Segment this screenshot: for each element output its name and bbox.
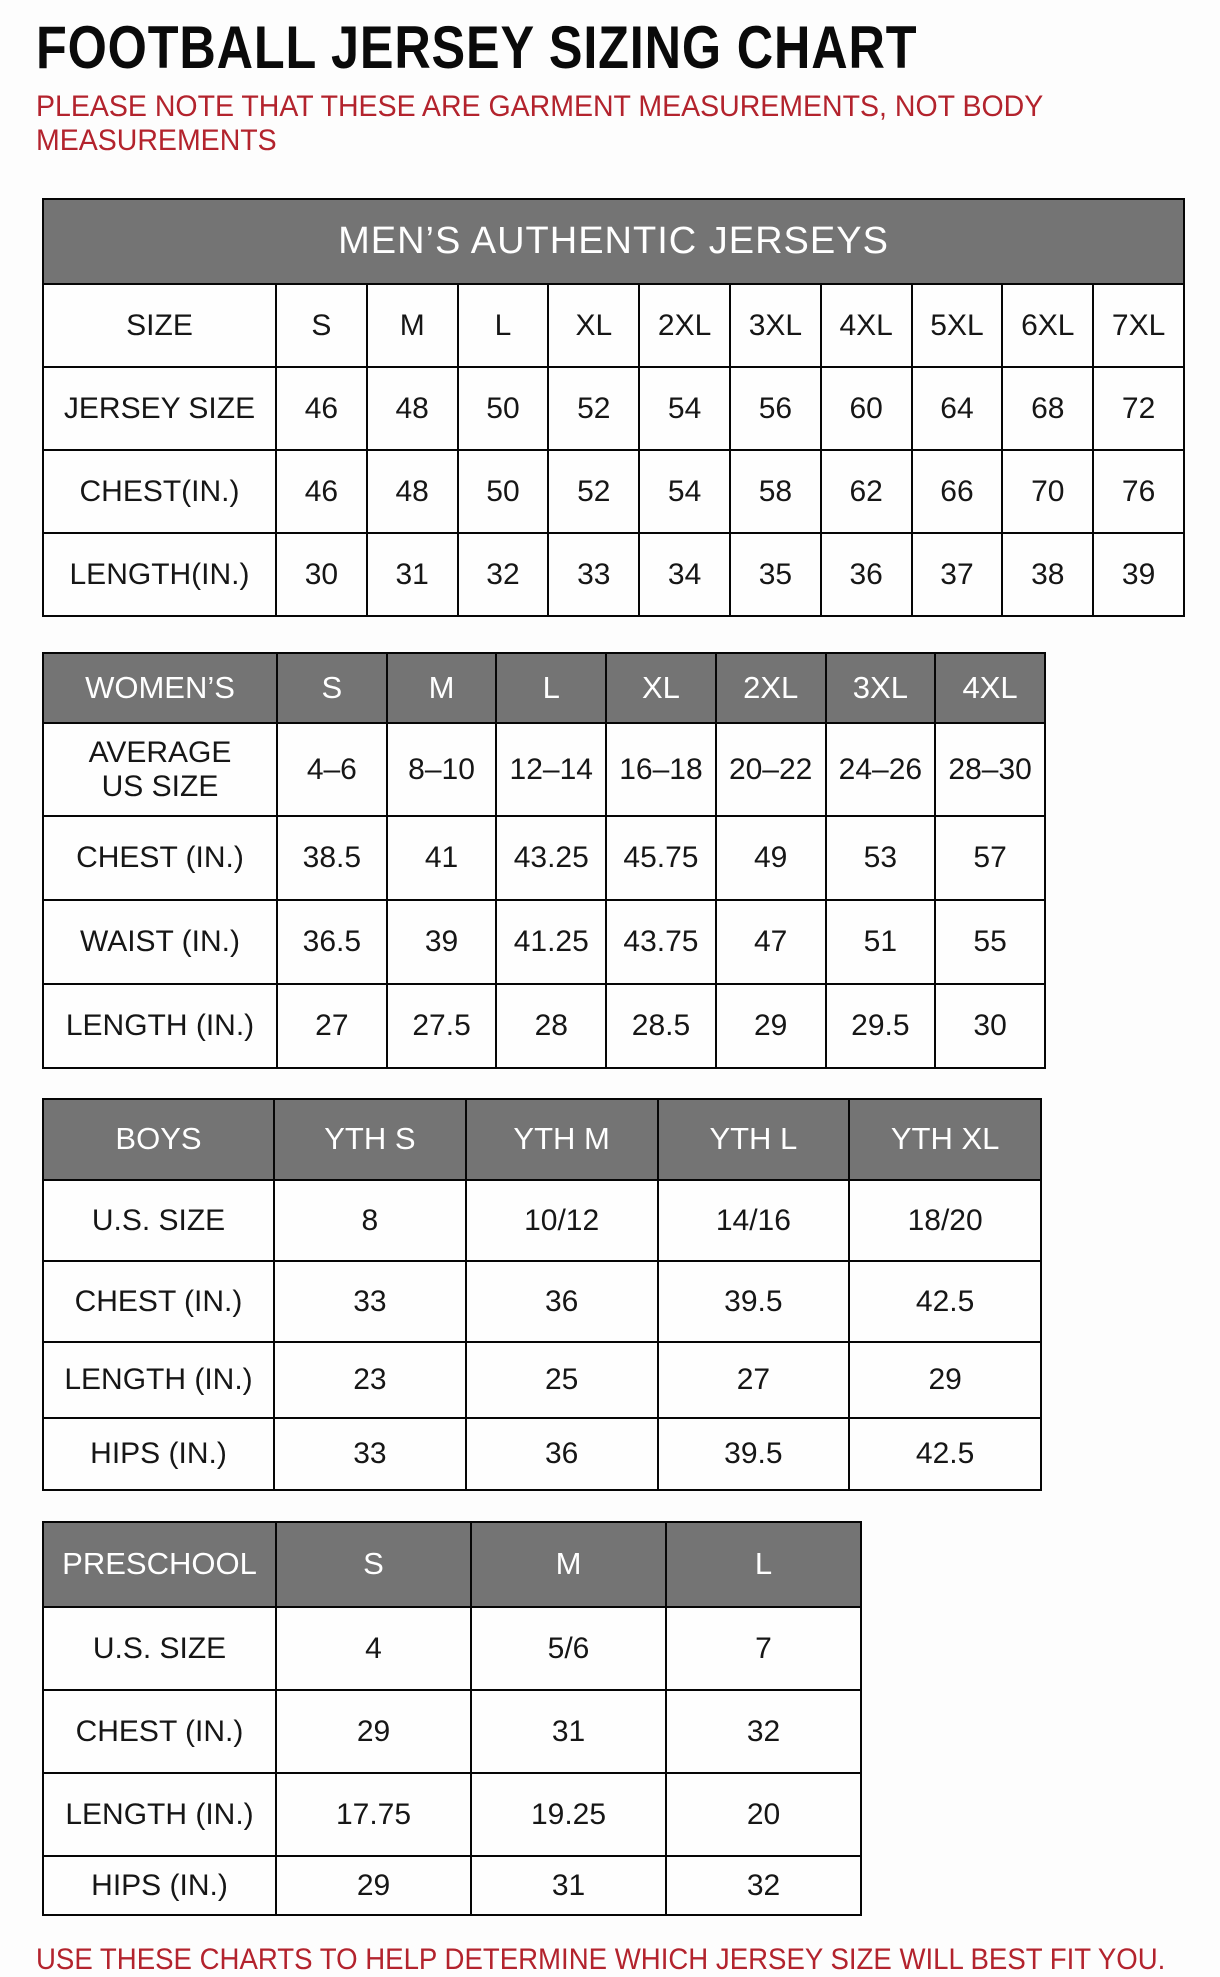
mens-value-cell: 33 (548, 533, 639, 616)
boys-value-cell: 23 (274, 1342, 466, 1418)
womens-value-cell: 41.25 (496, 900, 606, 984)
womens-row-label: AVERAGE US SIZE (43, 723, 277, 816)
boys-value-cell: 33 (274, 1418, 466, 1490)
mens-value-cell: 2XL (639, 284, 730, 367)
preschool-row-label: U.S. SIZE (43, 1607, 276, 1690)
womens-value-cell: 28 (496, 984, 606, 1068)
mens-row-label: CHEST(IN.) (43, 450, 276, 533)
mens-value-cell: 60 (821, 367, 912, 450)
womens-row-label: WAIST (IN.) (43, 900, 277, 984)
womens-value-cell: 30 (935, 984, 1045, 1068)
mens-value-cell: 48 (367, 367, 458, 450)
preschool-value-cell: 5/6 (471, 1607, 666, 1690)
mens-value-cell: XL (548, 284, 639, 367)
mens-row-label: SIZE (43, 284, 276, 367)
footer-note (36, 1943, 1220, 1977)
womens-value-cell: 29 (716, 984, 826, 1068)
mens-value-cell: 4XL (821, 284, 912, 367)
boys-row-label: U.S. SIZE (43, 1180, 274, 1261)
womens-value-cell: 45.75 (606, 816, 716, 900)
womens-header-size-5: 2XL (716, 653, 826, 723)
preschool-row-3 (43, 1856, 861, 1915)
boys-row-0 (43, 1180, 1041, 1261)
preschool-value-cell: 32 (666, 1690, 861, 1773)
womens-value-cell: 41 (387, 816, 497, 900)
footer-text: USE THESE CHARTS TO HELP DETERMINE WHICH JERSEY SIZE WILL BEST FIT YOU. (36, 1943, 1166, 1976)
mens-table-title: MEN’S AUTHENTIC JERSEYS (43, 199, 1184, 284)
womens-header-size-3: L (496, 653, 606, 723)
garment-measurements-note (36, 90, 1220, 158)
boys-row-label: LENGTH (IN.) (43, 1342, 274, 1418)
boys-row-2 (43, 1342, 1041, 1418)
preschool-value-cell: 31 (471, 1856, 666, 1915)
note-line-1: PLEASE NOTE THAT THESE ARE GARMENT MEASUREMENTS, NOT BODY (36, 90, 1044, 123)
womens-header-size-1: S (277, 653, 387, 723)
womens-value-cell: 12–14 (496, 723, 606, 816)
womens-value-cell: 27 (277, 984, 387, 1068)
mens-value-cell: 5XL (912, 284, 1003, 367)
womens-value-cell: 49 (716, 816, 826, 900)
boys-row-1 (43, 1261, 1041, 1342)
boys-header-size-3: YTH L (658, 1099, 850, 1180)
boys-value-cell: 36 (466, 1418, 658, 1490)
womens-header-size-2: M (387, 653, 497, 723)
mens-value-cell: L (458, 284, 549, 367)
womens-value-cell: 43.25 (496, 816, 606, 900)
mens-row-label: LENGTH(IN.) (43, 533, 276, 616)
preschool-value-cell: 20 (666, 1773, 861, 1856)
mens-value-cell: 62 (821, 450, 912, 533)
mens-authentic-jerseys-table (42, 198, 1185, 617)
boys-value-cell: 25 (466, 1342, 658, 1418)
womens-header-label: WOMEN’S (43, 653, 277, 723)
mens-title-row (43, 199, 1184, 284)
preschool-header-size-1: S (276, 1522, 471, 1607)
mens-value-cell: 46 (276, 367, 367, 450)
mens-value-cell: 50 (458, 450, 549, 533)
boys-value-cell: 10/12 (466, 1180, 658, 1261)
mens-value-cell: 72 (1093, 367, 1184, 450)
womens-sizing-table (42, 652, 1046, 1069)
boys-row-label: HIPS (IN.) (43, 1418, 274, 1490)
mens-value-cell: 30 (276, 533, 367, 616)
womens-value-cell: 28.5 (606, 984, 716, 1068)
preschool-value-cell: 4 (276, 1607, 471, 1690)
mens-value-cell: 52 (548, 367, 639, 450)
womens-value-cell: 57 (935, 816, 1045, 900)
womens-row-2 (43, 900, 1045, 984)
boys-row-3 (43, 1418, 1041, 1490)
mens-row-2 (43, 450, 1184, 533)
boys-value-cell: 42.5 (849, 1261, 1041, 1342)
mens-value-cell: 70 (1002, 450, 1093, 533)
womens-row-0 (43, 723, 1045, 816)
womens-value-cell: 36.5 (277, 900, 387, 984)
mens-value-cell: 46 (276, 450, 367, 533)
preschool-value-cell: 17.75 (276, 1773, 471, 1856)
preschool-value-cell: 31 (471, 1690, 666, 1773)
womens-value-cell: 28–30 (935, 723, 1045, 816)
womens-value-cell: 55 (935, 900, 1045, 984)
womens-value-cell: 29.5 (826, 984, 936, 1068)
mens-value-cell: 54 (639, 367, 730, 450)
note-line-2: MEASUREMENTS (36, 124, 277, 157)
mens-value-cell: 56 (730, 367, 821, 450)
boys-row-label: CHEST (IN.) (43, 1261, 274, 1342)
preschool-value-cell: 29 (276, 1856, 471, 1915)
mens-value-cell: 7XL (1093, 284, 1184, 367)
boys-value-cell: 39.5 (658, 1261, 850, 1342)
womens-row-label: CHEST (IN.) (43, 816, 277, 900)
mens-value-cell: 34 (639, 533, 730, 616)
womens-header-size-4: XL (606, 653, 716, 723)
mens-value-cell: 32 (458, 533, 549, 616)
preschool-row-0 (43, 1607, 861, 1690)
mens-value-cell: 39 (1093, 533, 1184, 616)
mens-value-cell: M (367, 284, 458, 367)
mens-value-cell: 76 (1093, 450, 1184, 533)
mens-value-cell: 58 (730, 450, 821, 533)
womens-value-cell: 4–6 (277, 723, 387, 816)
boys-value-cell: 29 (849, 1342, 1041, 1418)
womens-value-cell: 20–22 (716, 723, 826, 816)
womens-row-1 (43, 816, 1045, 900)
womens-value-cell: 27.5 (387, 984, 497, 1068)
mens-value-cell: 35 (730, 533, 821, 616)
boys-header-size-4: YTH XL (849, 1099, 1041, 1180)
mens-value-cell: 50 (458, 367, 549, 450)
preschool-value-cell: 29 (276, 1690, 471, 1773)
boys-value-cell: 14/16 (658, 1180, 850, 1261)
womens-row-3 (43, 984, 1045, 1068)
boys-value-cell: 36 (466, 1261, 658, 1342)
womens-header-size-7: 4XL (935, 653, 1045, 723)
womens-value-cell: 38.5 (277, 816, 387, 900)
mens-value-cell: 48 (367, 450, 458, 533)
mens-value-cell: 3XL (730, 284, 821, 367)
preschool-row-label: CHEST (IN.) (43, 1690, 276, 1773)
boys-value-cell: 39.5 (658, 1418, 850, 1490)
boys-header-label: BOYS (43, 1099, 274, 1180)
boys-value-cell: 8 (274, 1180, 466, 1261)
boys-value-cell: 42.5 (849, 1418, 1041, 1490)
mens-value-cell: 64 (912, 367, 1003, 450)
mens-value-cell: 54 (639, 450, 730, 533)
boys-header-row (43, 1099, 1041, 1180)
mens-row-0 (43, 284, 1184, 367)
womens-value-cell: 51 (826, 900, 936, 984)
preschool-value-cell: 7 (666, 1607, 861, 1690)
page-title-text: FOOTBALL JERSEY SIZING CHART (36, 14, 918, 81)
preschool-header-row (43, 1522, 861, 1607)
womens-value-cell: 39 (387, 900, 497, 984)
preschool-row-label: LENGTH (IN.) (43, 1773, 276, 1856)
mens-value-cell: 6XL (1002, 284, 1093, 367)
boys-header-size-1: YTH S (274, 1099, 466, 1180)
preschool-sizing-table (42, 1521, 862, 1916)
preschool-header-size-3: L (666, 1522, 861, 1607)
mens-value-cell: 68 (1002, 367, 1093, 450)
boys-value-cell: 33 (274, 1261, 466, 1342)
mens-row-3 (43, 533, 1184, 616)
boys-value-cell: 18/20 (849, 1180, 1041, 1261)
womens-header-size-6: 3XL (826, 653, 936, 723)
preschool-header-size-2: M (471, 1522, 666, 1607)
womens-value-cell: 53 (826, 816, 936, 900)
preschool-value-cell: 19.25 (471, 1773, 666, 1856)
preschool-row-1 (43, 1690, 861, 1773)
boys-value-cell: 27 (658, 1342, 850, 1418)
womens-value-cell: 47 (716, 900, 826, 984)
womens-row-label: LENGTH (IN.) (43, 984, 277, 1068)
preschool-value-cell: 32 (666, 1856, 861, 1915)
womens-header-row (43, 653, 1045, 723)
mens-row-label: JERSEY SIZE (43, 367, 276, 450)
womens-value-cell: 8–10 (387, 723, 497, 816)
mens-value-cell: 66 (912, 450, 1003, 533)
mens-value-cell: 38 (1002, 533, 1093, 616)
womens-value-cell: 16–18 (606, 723, 716, 816)
mens-value-cell: 36 (821, 533, 912, 616)
preschool-row-2 (43, 1773, 861, 1856)
boys-header-size-2: YTH M (466, 1099, 658, 1180)
mens-value-cell: 31 (367, 533, 458, 616)
womens-value-cell: 24–26 (826, 723, 936, 816)
boys-sizing-table (42, 1098, 1042, 1491)
page-title (36, 14, 1220, 81)
womens-value-cell: 43.75 (606, 900, 716, 984)
preschool-header-label: PRESCHOOL (43, 1522, 276, 1607)
mens-row-1 (43, 367, 1184, 450)
mens-value-cell: 37 (912, 533, 1003, 616)
mens-value-cell: S (276, 284, 367, 367)
preschool-row-label: HIPS (IN.) (43, 1856, 276, 1915)
mens-value-cell: 52 (548, 450, 639, 533)
